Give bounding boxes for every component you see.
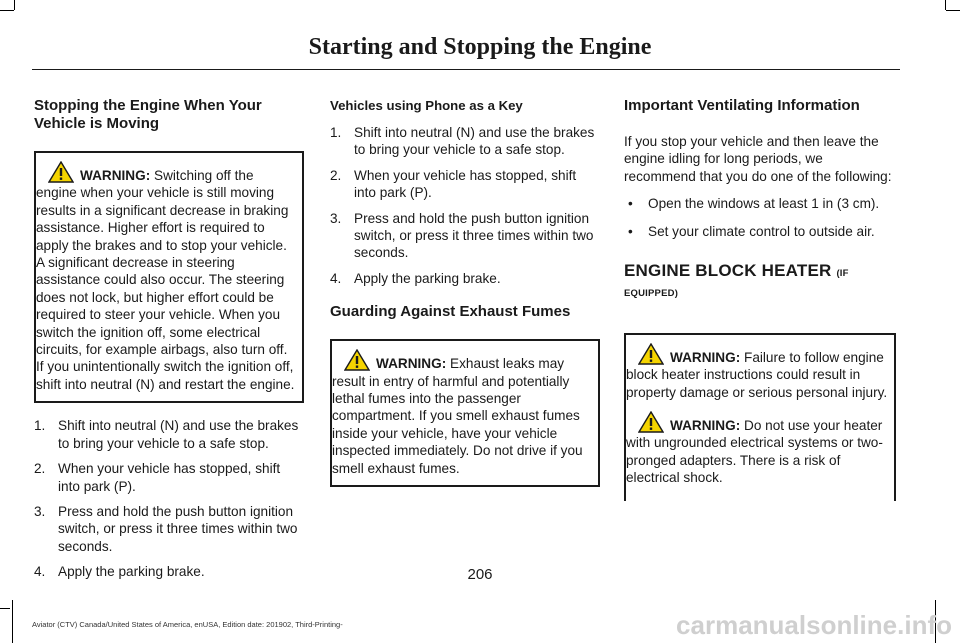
step-text: Press and hold the push button ignition switch, or press it three times within two seconds. <box>354 210 594 261</box>
warning-triangle-icon <box>344 349 370 371</box>
warning-label: WARNING: <box>670 349 741 365</box>
warning-label: WARNING: <box>376 356 447 372</box>
steps-list <box>34 417 304 580</box>
step-text: Press and hold the push button ignition switch, or press it three times within two seconds. <box>58 503 298 554</box>
header-divider <box>32 69 900 70</box>
page-title: Starting and Stopping the Engine <box>308 34 652 60</box>
bullet-text: Open the windows at least 1 in (3 cm). <box>648 196 880 212</box>
bullet-marker: • <box>628 196 633 212</box>
list-item <box>330 270 600 287</box>
list-item <box>34 460 304 495</box>
warning-entry <box>626 411 890 487</box>
step-text: Apply the parking brake. <box>354 270 501 286</box>
bullet-list <box>624 195 896 240</box>
crop-mark <box>0 608 10 609</box>
list-item <box>624 195 896 212</box>
crop-mark <box>945 0 946 10</box>
step-text: When your vehicle has stopped, shift into park (P). <box>354 167 577 201</box>
step-text: Shift into neutral (N) and use the brakes to bring your vehicle to a safe stop. <box>354 125 595 158</box>
page-number: 206 <box>467 566 493 583</box>
bullet-marker: • <box>628 223 633 239</box>
warning-box <box>34 151 304 403</box>
warning-text: Do not use your heater with ungrounded electrical systems or two-pronged adapters. There is a risk of electrical shock. <box>626 418 883 486</box>
list-item <box>624 223 896 240</box>
step-number: 1. <box>330 125 342 140</box>
intro-paragraph: If you stop your vehicle and then leave the engine idling for long periods, we recommend that you do one of the following: <box>624 134 892 184</box>
subheading-phone-as-key: Vehicles using Phone as a Key <box>330 98 523 113</box>
list-item <box>330 167 600 202</box>
section-heading-exhaust-fumes: Guarding Against Exhaust Fumes <box>330 303 571 321</box>
crop-mark <box>0 10 14 11</box>
section-title-suffix: (IF EQUIPPED) <box>624 268 849 300</box>
column-middle <box>330 97 600 501</box>
step-number: 2. <box>34 461 46 477</box>
section-title-text: ENGINE BLOCK HEATER <box>624 261 832 281</box>
warning-box <box>624 333 896 501</box>
step-number: 4. <box>34 564 46 580</box>
section-heading-ventilating: Important Ventilating Information <box>624 97 860 114</box>
column-right <box>624 97 896 515</box>
step-number: 4. <box>330 270 342 286</box>
step-number: 1. <box>34 418 46 434</box>
step-text: When your vehicle has stopped, shift into park (P). <box>58 461 281 494</box>
warning-label: WARNING: <box>670 418 741 434</box>
warning-entry <box>36 161 298 393</box>
step-number: 3. <box>330 210 342 226</box>
warning-text: Exhaust leaks may result in entry of harmful and potentially lethal fumes into the passenger compartment. If you smell exhaust fumes inside your vehicle, have your vehicle inspected immediately. Do not drive if you smell exhaust fumes. <box>332 356 583 476</box>
section-title-engine-block-heater <box>624 262 896 303</box>
step-number: 3. <box>34 503 46 519</box>
warning-text: Failure to follow engine block heater instructions could result in property damage or serious personal injury. <box>626 349 888 400</box>
steps-list <box>330 124 600 287</box>
bullet-text: Set your climate control to outside air. <box>648 223 875 239</box>
step-number: 2. <box>330 167 342 183</box>
crop-mark <box>12 600 13 643</box>
warning-entry <box>332 349 594 477</box>
warning-label: WARNING: <box>80 168 151 183</box>
list-item <box>330 124 600 159</box>
warning-entry <box>626 343 890 401</box>
warning-triangle-icon <box>638 343 664 365</box>
warning-text: Switching off the engine when your vehicle is still moving results in a significant decrease in braking assistance. Higher effort is required to apply the brakes and to stop your vehicle. A significant decrease in steering assistance could also occur. The steering does not lock, but higher effort could be required to steer your vehicle. When you switch the ignition off, some electrical circuits, for example airbags, also turn off. If you unintentionally switch the ignition off, shift into neutral (N) and restart the engine. <box>36 168 295 392</box>
warning-box <box>330 339 600 487</box>
column-left <box>34 97 304 589</box>
warning-triangle-icon <box>638 411 664 433</box>
step-text: Apply the parking brake. <box>58 564 205 580</box>
step-text: Shift into neutral (N) and use the brakes to bring your vehicle to a safe stop. <box>58 418 299 451</box>
list-item <box>34 503 304 555</box>
list-item <box>34 417 304 452</box>
list-item <box>330 210 600 262</box>
crop-mark <box>946 10 960 11</box>
watermark: carmanualsonline.info <box>676 610 952 640</box>
crop-mark <box>14 0 15 10</box>
warning-triangle-icon <box>48 161 74 183</box>
edition-footer: Aviator (CTV) Canada/United States of America, enUSA, Edition date: 201902, Third-Printing- <box>32 620 343 629</box>
section-heading-stopping-moving: Stopping the Engine When Your Vehicle is Moving <box>34 97 262 132</box>
